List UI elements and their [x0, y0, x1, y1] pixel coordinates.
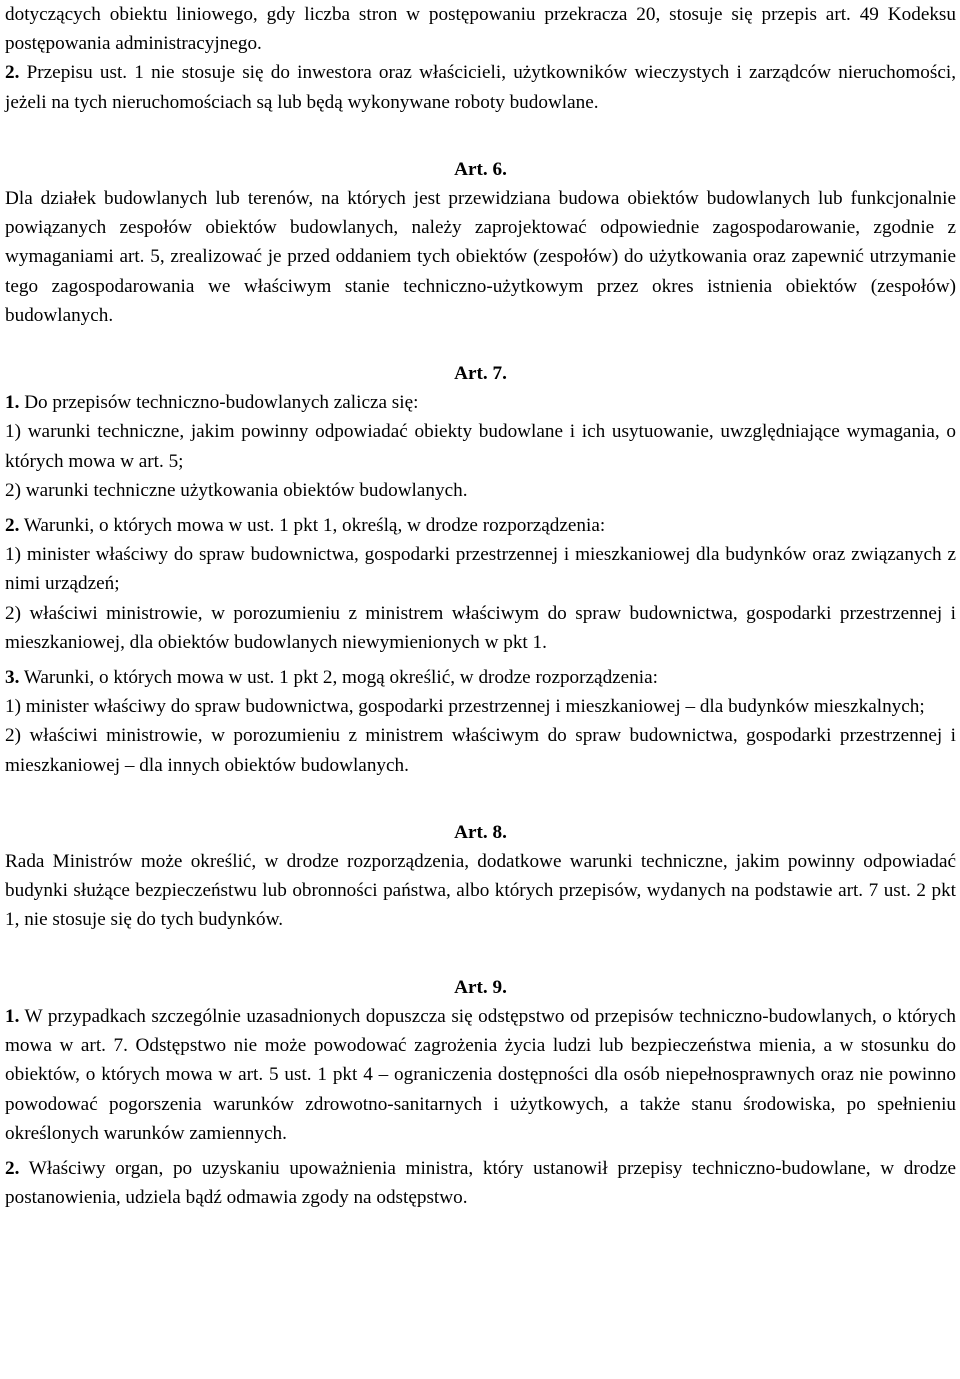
section-number: 2.	[5, 1157, 20, 1179]
article-9-heading: Art. 9.	[454, 976, 507, 998]
intro-paragraph-2	[5, 58, 956, 116]
article-7-heading: Art. 7.	[454, 363, 507, 385]
spacer	[5, 330, 956, 359]
section-text: Przepisu ust. 1 nie stosuje się do inwestora oraz właścicieli, użytkowników wieczystych i zarządców nieruchomości, jeżeli na tych nieruchomościach są lub będą wykonywane roboty budowlane.	[5, 62, 956, 113]
article-7-section-1-item-2: 2) warunki techniczne użytkowania obiektów budowlanych.	[5, 479, 468, 501]
article-7-section-2-item-1: 1) minister właściwy do spraw budownictwa, gospodarki przestrzennej i mieszkaniowej dla budynków oraz związanych z nimi urządzeń;	[5, 544, 956, 595]
section-text: Warunki, o których mowa w ust. 1 pkt 1, określą, w drodze rozporządzenia:	[19, 515, 606, 537]
article-7-section-1-item-1: 1) warunki techniczne, jakim powinny odpowiadać obiekty budowlane i ich usytuowanie, uwzględniające wymagania, o których mowa w art. 5;	[5, 421, 956, 472]
section-number: 2.	[5, 515, 20, 537]
document-page	[5, 0, 956, 1212]
section-number: 1.	[5, 1005, 20, 1027]
article-9-section-2	[5, 1154, 956, 1212]
article-6-heading: Art. 6.	[454, 158, 507, 180]
spacer	[5, 117, 956, 155]
article-6-text: Dla działek budowlanych lub terenów, na których jest przewidziana budowa obiektów budowlanych lub funkcjonalnie powiązanych zespołów obiektów budowlanych, należy zaprojektować odpowiednie zagospodarowanie, zgodnie z wymaganiami art. 5, zrealizować je przed oddaniem tych obiektów (zespołów) do użytkowania oraz zapewnić utrzymanie tego zagospodarowania we właściwym stanie techniczno-użytkowym przez okres istnienia obiektów (zespołów) budowlanych.	[5, 188, 956, 326]
article-8-text: Rada Ministrów może określić, w drodze rozporządzenia, dodatkowe warunki techniczne, jakim powinny odpowiadać budynki służące bezpieczeństwu lub obronności państwa, albo których przepisów, wydanych na podstawie art. 7 ust. 2 pkt 1, nie stosuje się do tych budynków.	[5, 851, 956, 931]
spacer	[5, 780, 956, 818]
section-number: 2.	[5, 62, 20, 84]
section-text: Właściwy organ, po uzyskaniu upoważnienia ministra, który ustanowił przepisy techniczno-budowlane, w drodze postanowienia, udziela bądź odmawia zgody na odstępstwo.	[5, 1157, 956, 1209]
article-7-section-3-item-1: 1) minister właściwy do spraw budownictwa, gospodarki przestrzennej i mieszkaniowej – dla budynków mieszkalnych;	[5, 696, 925, 718]
article-7-section-1	[5, 388, 956, 417]
article-8-heading: Art. 8.	[454, 821, 507, 843]
intro-paragraph-1: dotyczących obiektu liniowego, gdy liczba stron w postępowaniu przekracza 20, stosuje się przepis art. 49 Kodeksu postępowania administracyjnego.	[5, 4, 956, 55]
article-7-section-2	[5, 511, 956, 540]
article-7-section-3-item-2: 2) właściwi ministrowie, w porozumieniu z ministrem właściwym do spraw budownictwa, gospodarki przestrzennej i mieszkaniowej – dla innych obiektów budowlanych.	[5, 725, 956, 776]
spacer	[5, 935, 956, 973]
article-7-section-3	[5, 663, 956, 692]
section-number: 3.	[5, 667, 20, 689]
section-number: 1.	[5, 392, 20, 414]
article-9-section-1	[5, 1002, 956, 1148]
article-7-section-2-item-2: 2) właściwi ministrowie, w porozumieniu z ministrem właściwym do spraw budownictwa, gospodarki przestrzennej i mieszkaniowej, dla obiektów budowlanych niewymienionych w pkt 1.	[5, 602, 956, 653]
section-text: Warunki, o których mowa w ust. 1 pkt 2, mogą określić, w drodze rozporządzenia:	[19, 667, 658, 689]
section-text: Do przepisów techniczno-budowlanych zalicza się:	[19, 392, 419, 414]
section-text: W przypadkach szczególnie uzasadnionych dopuszcza się odstępstwo od przepisów techniczno-budowlanych, o których mowa w art. 7. Odstępstwo nie może powodować zagrożenia życia ludzi lub bezpieczeństwa mienia, a w stosunku do obiektów, o których mowa w art. 5 ust. 1 pkt 4 – ograniczenia dostępności dla osób niepełnosprawnych oraz nie powinno powodować pogorszenia warunków zdrowotno-sanitarnych i użytkowych, a także stanu środowiska, po spełnieniu określonych warunków zamiennych.	[5, 1005, 956, 1144]
